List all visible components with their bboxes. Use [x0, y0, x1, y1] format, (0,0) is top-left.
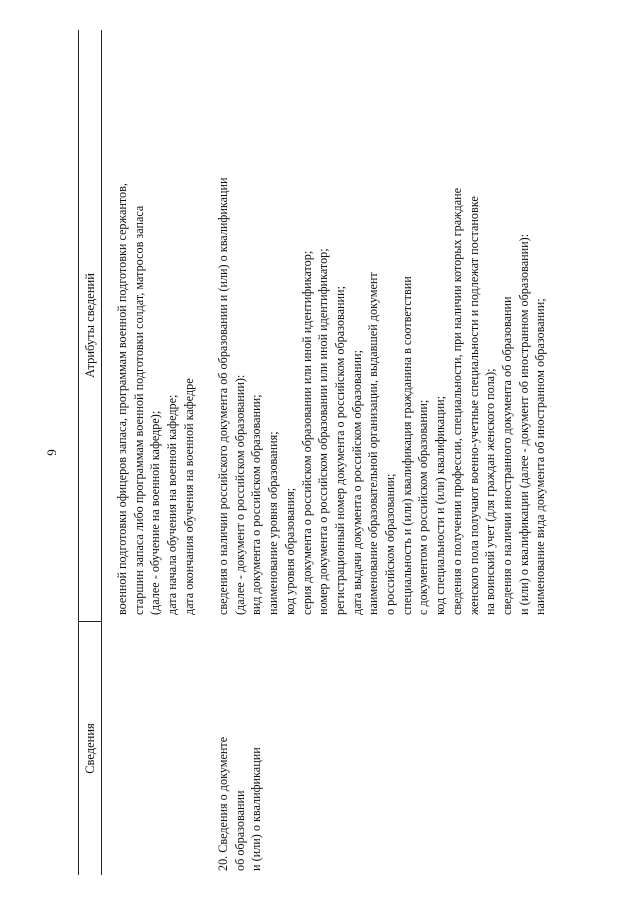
- text-line: наименование образовательной организации, выдавшей документ: [366, 272, 381, 615]
- row20-attributes-cell: [215, 177, 549, 615]
- table-top-rule: [78, 30, 79, 875]
- text-line: наименование уровня образования;: [266, 431, 281, 615]
- text-line: вид документа о российском образовании;: [249, 394, 264, 615]
- text-line: о российском образовании;: [383, 473, 398, 615]
- header-svedeniya: Сведения: [83, 723, 97, 774]
- text-line: сведения о наличии российского документа об образовании и (или) о квалификации: [216, 177, 230, 615]
- header-atributy: Атрибуты сведений: [83, 273, 97, 378]
- text-line: регистрационный номер документа о российском образовании;: [332, 286, 347, 615]
- text-line: на воинский учет (для граждан женского пола);: [483, 368, 498, 615]
- page-number: 9: [44, 449, 59, 456]
- text-line: серия документа о российском образовании или иной идентификатор;: [299, 250, 314, 615]
- text-line: об образовании: [232, 790, 247, 871]
- text-line: военной подготовки офицеров запаса, программам военной подготовки сержантов,: [115, 183, 129, 615]
- text-line: (далее - обучение на военной кафедре);: [148, 410, 163, 615]
- text-line: код уровня образования;: [282, 487, 297, 615]
- text-line: специальность и (или) квалификация гражданина в соответствии: [399, 276, 414, 615]
- text-line: дата окончания обучения на военной кафедре: [181, 378, 196, 615]
- text-line: (далее - документ о российском образовании):: [232, 374, 247, 615]
- text-line: сведения о наличии иностранного документа об образовании: [499, 296, 514, 615]
- table-header-rule: [101, 30, 102, 875]
- text-line: код специальности и (или) квалификации;: [433, 395, 448, 615]
- text-line: 20. Сведения о документе: [216, 736, 230, 871]
- text-line: дата выдачи документа о российском образовании;: [349, 350, 364, 615]
- text-line: сведения о получении профессии, специальности, при наличии которых граждане: [449, 187, 464, 615]
- text-line: наименование вида документа об иностранном образовании;: [533, 298, 548, 615]
- text-line: с документом о российском образовании;: [416, 399, 431, 615]
- continued-attributes-cell: [114, 183, 198, 615]
- text-line: женского пола получают военно-учетные специальности и подлежат постановке: [466, 196, 481, 615]
- text-line: номер документа о российском образовании или иной идентификатор;: [316, 248, 331, 615]
- text-line: старшин запаса либо программам военной подготовки солдат, матросов запаса: [131, 205, 146, 615]
- text-line: дата начала обучения на военной кафедре;: [165, 394, 180, 615]
- text-line: и (или) о квалификации (далее - документ об иностранном образовании):: [516, 233, 531, 615]
- text-line: и (или) о квалификации: [249, 747, 264, 871]
- row20-title-cell: [215, 737, 265, 871]
